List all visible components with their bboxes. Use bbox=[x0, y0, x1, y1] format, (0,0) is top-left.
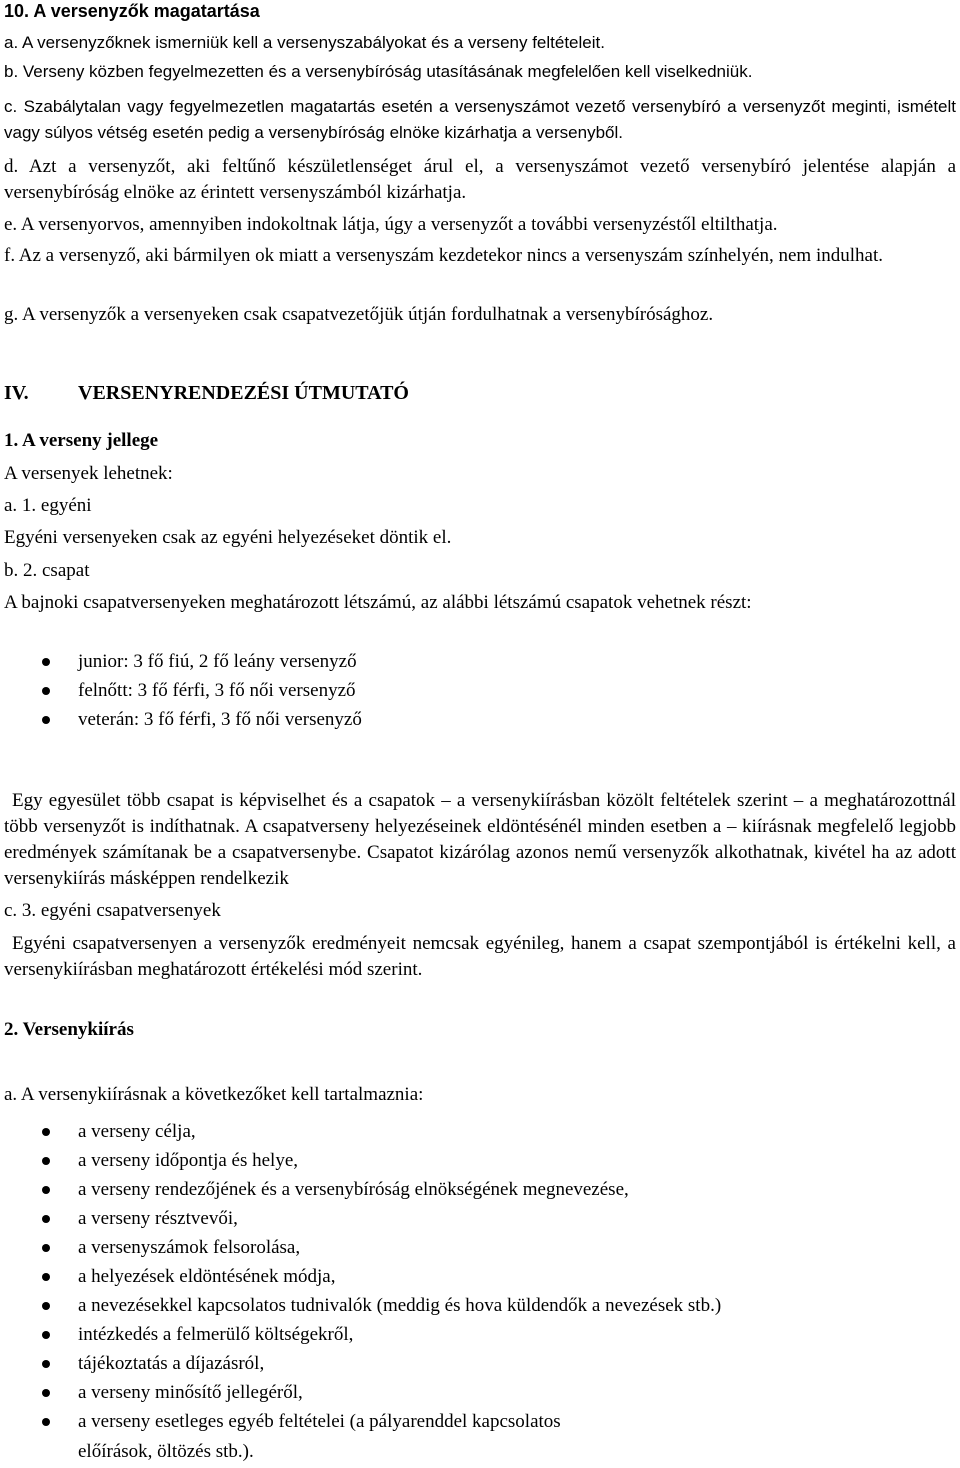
rule-item-f: f. Az a versenyző, aki bármilyen ok miatt a versenyszám kezdetekor nincs a versenyszám színhelyén, nem indulhat. bbox=[4, 245, 883, 266]
list-item-continuation: előírások, öltözés stb.). bbox=[78, 1441, 254, 1462]
bullet-icon bbox=[42, 687, 50, 695]
rule-item-c: c. Szabálytalan vagy fegyelmezetlen magatartás esetén a versenyszámot vezető versenybíró a versenyzőt meginti, ismételt vagy súlyos vétség esetén pedig a versenybíróság elnöke kizárhatja a versenyből. bbox=[4, 97, 956, 142]
announcement-contents-list bbox=[0, 1117, 940, 1436]
list-item: a verseny résztvevői, bbox=[0, 1204, 940, 1233]
type-a-text: Egyéni versenyeken csak az egyéni helyezéseket döntik el. bbox=[4, 527, 452, 548]
subsection-title-2: 2. Versenykiírás bbox=[4, 1019, 134, 1040]
list-item: a verseny esetleges egyéb feltételei (a pályarenddel kapcsolatos bbox=[0, 1407, 940, 1436]
list-item: intézkedés a felmerülő költségekről, bbox=[0, 1320, 940, 1349]
rule-item-g: g. A versenyzők a versenyeken csak csapatvezetőjük útján fordulhatnak a versenybírósághoz. bbox=[4, 304, 714, 325]
type-a-label: a. 1. egyéni bbox=[4, 495, 92, 516]
subsection-title-1: 1. A verseny jellege bbox=[4, 430, 159, 451]
bullet-icon bbox=[42, 1157, 50, 1165]
bullet-icon bbox=[42, 1128, 50, 1136]
announcement-intro: a. A versenykiírásnak a következőket kell tartalmaznia: bbox=[4, 1084, 424, 1105]
subsection-intro: A versenyek lehetnek: bbox=[4, 463, 173, 484]
type-c-label: c. 3. egyéni csapatversenyek bbox=[4, 900, 221, 921]
rule-item-d: d. Azt a versenyzőt, aki feltűnő készületlenséget árul el, a versenyszámot vezető versenybíró jelentése alapján a versenybíróság elnöke az érintett versenyszámból kizárhatja. bbox=[4, 156, 956, 203]
bullet-icon bbox=[42, 1360, 50, 1368]
section-title: 10. A versenyzők magatartása bbox=[4, 1, 260, 21]
list-item: a nevezésekkel kapcsolatos tudnivalók (meddig és hova küldendők a nevezések stb.) bbox=[0, 1291, 940, 1320]
list-item: a helyezések eldöntésének módja, bbox=[0, 1262, 940, 1291]
list-item: tájékoztatás a díjazásról, bbox=[0, 1349, 940, 1378]
part-title: VERSENYRENDEZÉSI ÚTMUTATÓ bbox=[78, 382, 409, 404]
list-item: a verseny célja, bbox=[0, 1117, 940, 1146]
list-item: a verseny időpontja és helye, bbox=[0, 1146, 940, 1175]
rule-item-b: b. Verseny közben fegyelmezetten és a versenybíróság utasításának megfelelően kell viselkedniük. bbox=[4, 62, 753, 81]
type-b-text: A bajnoki csapatversenyeken meghatározott létszámú, az alábbi létszámú csapatok vehetnek részt: bbox=[4, 592, 752, 613]
list-item: felnőtt: 3 fő férfi, 3 fő női versenyző bbox=[0, 676, 940, 705]
bullet-icon bbox=[42, 1302, 50, 1310]
rule-item-a: a. A versenyzőknek ismerniük kell a versenyszabályokat és a verseny feltételeit. bbox=[4, 33, 605, 52]
list-item: veterán: 3 fő férfi, 3 fő női versenyző bbox=[0, 705, 940, 734]
bullet-icon bbox=[42, 1418, 50, 1426]
list-item: a verseny minősítő jellegéről, bbox=[0, 1378, 940, 1407]
list-item: a verseny rendezőjének és a versenybíróság elnökségének megnevezése, bbox=[0, 1175, 940, 1204]
bullet-icon bbox=[42, 1215, 50, 1223]
bullet-icon bbox=[42, 1273, 50, 1281]
list-item: junior: 3 fő fiú, 2 fő leány versenyző bbox=[0, 647, 940, 676]
type-c-text: Egyéni csapatversenyen a versenyzők eredményeit nemcsak egyénileg, hanem a csapat szempontjából is értékelni kell, a versenykiírásban meghatározott értékelési mód szerint. bbox=[4, 933, 956, 980]
team-paragraph: Egy egyesület több csapat is képviselhet és a csapatok – a versenykiírásban közölt feltételek szerint – a meghatározottnál több versenyzőt is indíthatnak. A csapatverseny helyezéseinek eldöntésénél minden esetben a – kiírásnak megfelelő legjobb eredmények számítanak be a csapatversenybe. Csapatot kizárólag azonos nemű versenyzők alkothatnak, kivétel ha az adott versenykiírás másképpen rendelkezik bbox=[4, 790, 956, 889]
part-number: IV. bbox=[4, 382, 29, 404]
bullet-icon bbox=[42, 658, 50, 666]
bullet-icon bbox=[42, 1244, 50, 1252]
bullet-icon bbox=[42, 1331, 50, 1339]
rule-item-e: e. A versenyorvos, amennyiben indokoltnak látja, úgy a versenyzőt a további versenyzéstől eltilthatja. bbox=[4, 214, 778, 235]
team-composition-list bbox=[0, 647, 940, 734]
list-item: a versenyszámok felsorolása, bbox=[0, 1233, 940, 1262]
bullet-icon bbox=[42, 1186, 50, 1194]
bullet-icon bbox=[42, 716, 50, 724]
type-b-label: b. 2. csapat bbox=[4, 560, 90, 581]
bullet-icon bbox=[42, 1389, 50, 1397]
